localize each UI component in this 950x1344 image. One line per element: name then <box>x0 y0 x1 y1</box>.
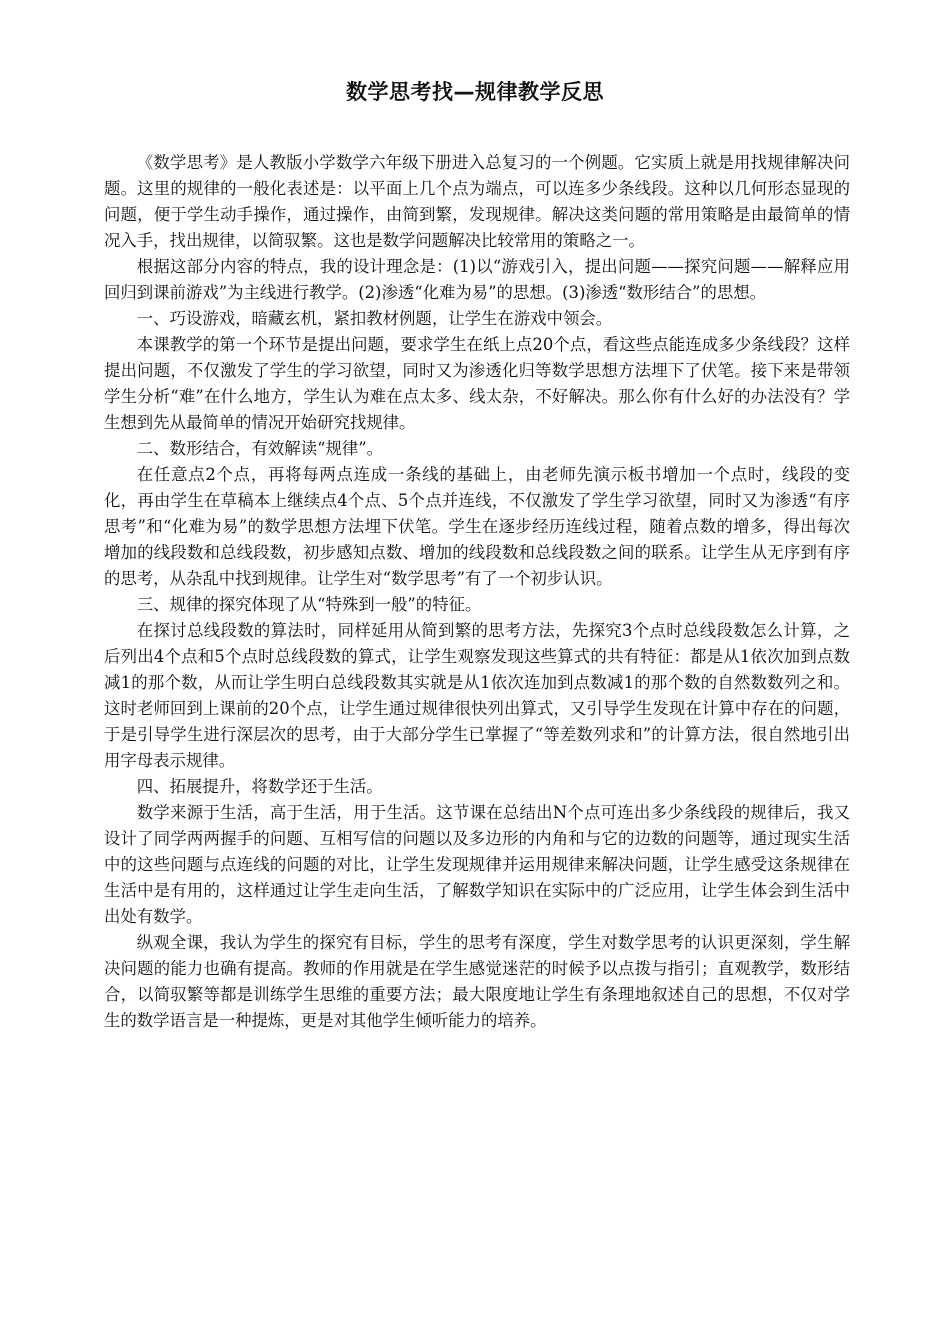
section-heading-3: 三、规律的探究体现了从“特殊到一般”的特征。 <box>136 595 482 614</box>
paragraph-conclusion: 纵观全课，我认为学生的探究有目标，学生的思考有深度，学生对数学思考的认识更深刻，学生解决问题的能力也确有提高。教师的作用就是在学生感觉迷茫的时候予以点拨与指引；直观教学，数形结合，以简驭繁等都是训练学生思维的重要方法；最大限度地让学生有条理地叙述自己的思想，不仅对学生的数学语言是一种提炼，更是对其他学生倾听能力的培养。 <box>104 933 850 1030</box>
paragraph-section-1: 本课教学的第一个环节是提出问题，要求学生在纸上点20个点，看这些点能连成多少条线段？这样提出问题，不仅激发了学生的学习欲望，同时又为渗透化归等数学思想方法埋下了伏笔。接下来是带领学生分析“难”在什么地方，学生认为难在点太多、线太杂，不好解决。那么你有什么好的办法没有？学生想到先从最简单的情况开始研究找规律。 <box>104 335 850 432</box>
paragraph-section-4: 数学来源于生活，高于生活，用于生活。这节课在总结出N个点可连出多少条线段的规律后，我又设计了同学两两握手的问题、互相写信的问题以及多边形的内角和与它的边数的问题等，通过现实生活中的这些问题与点连线的问题的对比，让学生发现规律并运用规律来解决问题，让学生感受这条规律在生活中是有用的，这样通过让学生走向生活，了解数学知识在实际中的广泛应用，让学生体会到生活中出处有数学。 <box>104 803 850 926</box>
document-title: 数学思考找—规律教学反思 <box>346 80 604 104</box>
section-heading-4: 四、拓展提升，将数学还于生活。 <box>136 777 383 796</box>
section-heading-1: 一、巧设游戏，暗藏玄机，紧扣教材例题，让学生在游戏中领会。 <box>136 309 613 328</box>
document-body <box>104 150 850 1034</box>
paragraph-section-3: 在探讨总线段数的算法时，同样延用从简到繁的思考方法，先探究3个点时总线段数怎么计算，之后列出4个点和5个点时总线段数的算式，让学生观察发现这些算式的共有特征：都是从1依次加到点数减1的那个数，从而让学生明白总线段数其实就是从1依次连加到点数减1的那个数的自然数数列之和。这时老师回到上课前的20个点，让学生通过规律很快列出算式，又引导学生发现在计算中存在的问题，于是引导学生进行深层次的思考，由于大部分学生已掌握了“等差数列求和”的计算方法，很自然地引出用字母表示规律。 <box>104 621 850 770</box>
paragraph-design-concept: 根据这部分内容的特点，我的设计理念是：(1)以“游戏引入，提出问题——探究问题——解释应用回归到课前游戏”为主线进行教学。(2)渗透“化难为易”的思想。(3)渗透“数形结合”的思想。 <box>104 257 850 302</box>
section-heading-2: 二、数形结合，有效解读“规律”。 <box>136 439 384 458</box>
paragraph-intro: 《数学思考》是人教版小学数学六年级下册进入总复习的一个例题。它实质上就是用找规律解决问题。这里的规律的一般化表述是：以平面上几个点为端点，可以连多少条线段。这种以几何形态显现的问题，便于学生动手操作，通过操作，由简到繁，发现规律。解决这类问题的常用策略是由最简单的情况入手，找出规律，以简驭繁。这也是数学问题解决比较常用的策略之一。 <box>104 153 850 250</box>
paragraph-section-2: 在任意点2个点，再将每两点连成一条线的基础上，由老师先演示板书增加一个点时，线段的变化，再由学生在草稿本上继续点4个点、5个点并连线，不仅激发了学生学习欲望，同时又为渗透“有序思考”和“化难为易”的数学思想方法埋下伏笔。学生在逐步经历连线过程，随着点数的增多，得出每次增加的线段数和总线段数，初步感知点数、增加的线段数和总线段数之间的联系。让学生从无序到有序的思考，从杂乱中找到规律。让学生对“数学思考”有了一个初步认识。 <box>104 465 850 588</box>
